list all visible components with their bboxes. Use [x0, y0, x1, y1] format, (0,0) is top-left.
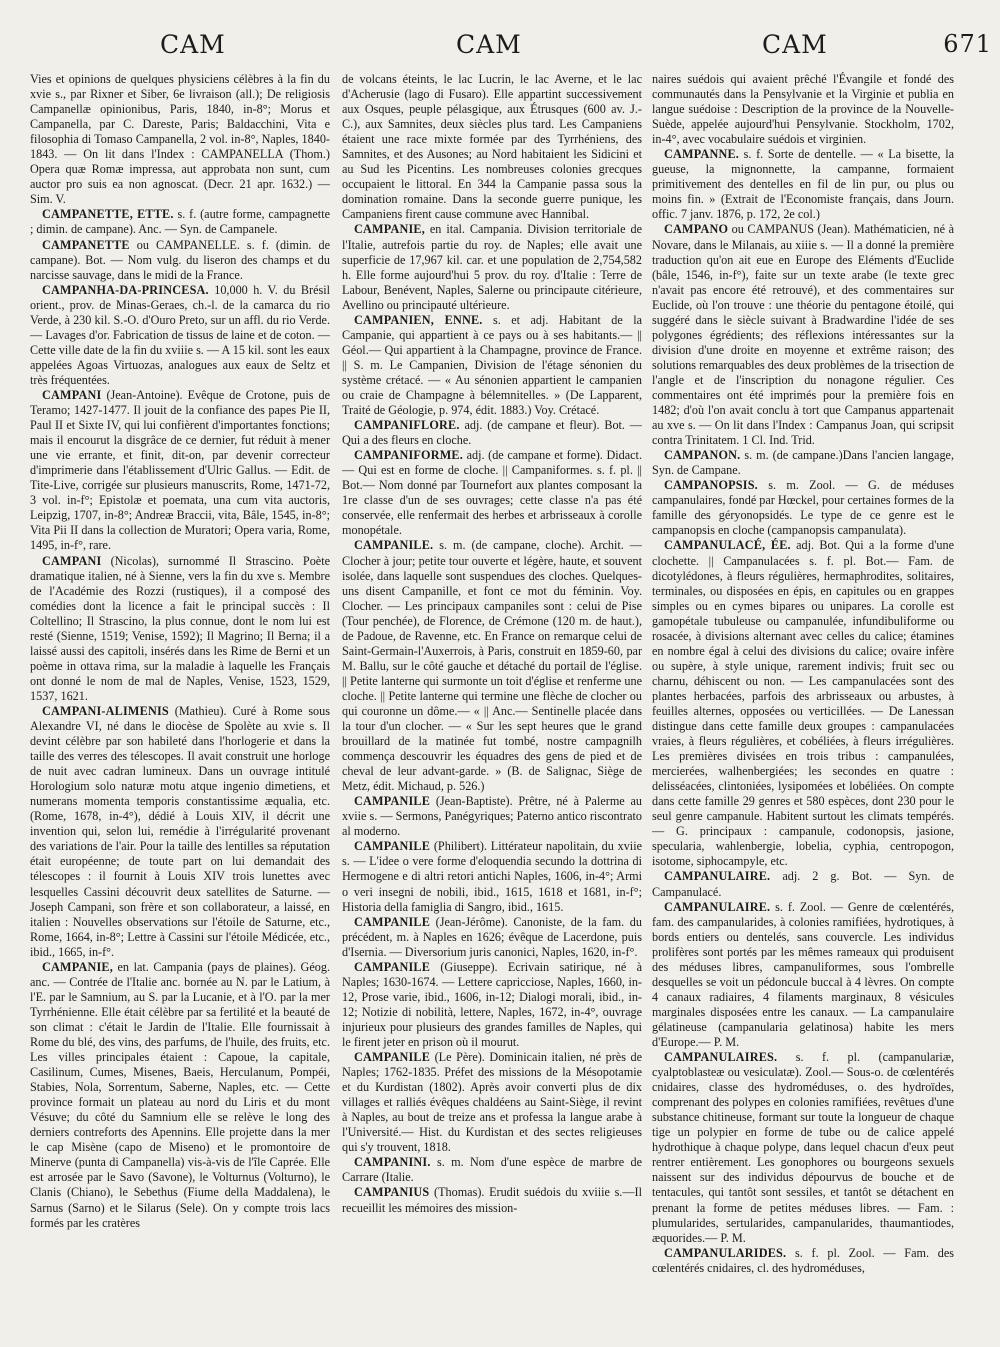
entry-headword: CAMPANNE. [664, 147, 740, 162]
entry-headword: CAMPANILE [354, 794, 431, 809]
dictionary-entry [342, 839, 642, 914]
entry-text: s. m. (de campane, cloche). Archit. — Clocher à jour; petite tour ouverte et légère, haute, et souvent isolée, dans laquelle sont suspendues des cloches. Quelques-uns disent Campanille, et font ce mot du féminin. Voy. Clocher. — Les principaux campaniles sont : celui de Pise (Tour penchée), de Florence, de Crémone (120 m. de haut.), de Padoue, de Ravenne, etc. En France on remarque celui de Saint-Germain-l'Auxerrois, à Paris, construit en 1859-60, par M. Ballu, sur le côté gauche et détaché du portail de l'église. || Petite lanterne qui surmonte un toit d'église et renferme une cloche. || Petite lanterne qui termine une flèche de clocher ou qui couronne un dôme.— « || Anc.— Sentinelle placée dans la tour d'un clocher. — « Sur les sept heures que le grand brouillard de la matinée fut tombé, nostre campagnilh commença descouvrir les équadres des gens de pied et de cheval de leur advant-garde. » (B. de Salignac, Siège de Metz, édit. Michaud, p. 526.) [342, 538, 642, 794]
dictionary-entry [342, 1050, 642, 1155]
dictionary-entry [342, 418, 642, 448]
dictionary-entry [652, 222, 954, 448]
entry-headword: CAMPANI [42, 553, 102, 568]
entry-text: s. f. pl. (campanulariæ, cyalptoblasteæ ou vesiculatæ). Zool.— Sous-o. de cœlentérés cnidaires, classe des hydroméduses, o. des hydroïdes, comprenant des polypes en colonies ramifiées, revêtues d'une substance chitineuse, formant sur toute la longueur de chaque tige un polypier en forme de tube ou de calice appelé hydrothique à chaque polype, dans lequel chacun d'eux peut rentrer entièrement. Les gonophores ou bourgeons sexuels naissent sur des individus dépourvus de bouche et de tentacules, qui tantôt sont sessiles, et tantôt se détachent en prenant la forme de petites méduses libres. — Fam. : plumularides, sertularides, campanularides, thaumantiodes, æquorides.— P. M. [652, 1050, 954, 1245]
entry-headword: CAMPANETTE [42, 237, 130, 252]
dictionary-entry [30, 283, 330, 388]
entry-headword: CAMPANHA-DA-PRINCESA. [42, 282, 209, 297]
entry-text: (Philibert). Littérateur napolitain, du xviie s. — L'idee o vere forme d'eloquendia secundo la dottrina di Hermogene e di altri retori antichi Naples, 1606, in-4°; Armi o veri insegni de nobili, ibid., 1615, 1618 et 1681, in-f°; Historia della famiglia di Sangro, ibid., 1615. [342, 839, 642, 914]
entry-headword: CAMPANINI. [354, 1155, 431, 1170]
dictionary-entry [652, 900, 954, 1050]
dictionary-entry [342, 1155, 642, 1185]
entry-headword: CAMPANULAIRE. [664, 899, 771, 914]
entry-headword: CAMPANIFORME. [354, 448, 463, 463]
dictionary-entry [342, 72, 642, 222]
entry-text: s. m. Nom d'une espèce de marbre de Carrare (Italie. [342, 1155, 642, 1185]
entry-headword: CAMPANON. [664, 448, 741, 463]
entry-headword: CAMPANILE. [354, 538, 434, 553]
entry-headword: CAMPANILE [354, 839, 431, 854]
entry-headword: CAMPANILE [354, 1050, 431, 1065]
entry-text: s. m. Zool. — G. de méduses campanulaires, fondé par Hœckel, pour certaines formes de la famille des géryonopsidés. Le type de ce genre est le campanopsis en cloche (campanopsis campanulata). [652, 478, 954, 538]
dictionary-entry [30, 960, 330, 1231]
dictionary-entry [30, 388, 330, 554]
dictionary-entry [652, 1246, 954, 1276]
header-left-word: CAM [160, 30, 226, 59]
entry-text: (Le Père). Dominicain italien, né près de Naples; 1762-1835. Préfet des missions de la Mésopotamie et du Kurdistan (1802). Après avoir converti plus de dix villages et ralliés évêques chaldéens au Saint-Siège, il revint à Naples, au bout de treize ans et professa la langue arabe à l'Université.— Hist. du Kurdistan et des sectes religieuses qui s'y trouvent, 1818. [342, 1050, 642, 1155]
entry-text: s. et adj. Habitant de la Campanie, qui appartient à ce pays ou à ses habitants.— || Géol.— Qui appartient à la Champagne, province de France. || S. m. Le Campanien, Division de l'étage sénonien du système crétacé. — « Au sénonien appartient le campanien ou craie de Champagne à bélemnitelles. » (De Lapparent, Traité de Géologie, p. 974, édit. 1883.) Voy. Crétacé. [342, 312, 642, 418]
entry-text: (Giuseppe). Ecrivain satirique, né à Naples; 1630-1674. — Lettere capricciose, Naples, 1660, in-12, Prose varie, ibid., 1606, in-12; Dialogi morali, ibid., in-12; Notizie di nobilità, lettere, Naples, 1672, in-4°, ouvrage injurieux pour plusieurs des grandes familles de Naples, qui le firent jeter en prison où il mourut. [342, 959, 642, 1049]
entry-text: s. f. Sorte de dentelle. — « La bisette, la gueuse, la mignonnette, la campanne, formaient primitivement des dentelles en fil de lin pur, ou plus ou moins fin. » (Extrait de l'Economiste français, dans Journ. offic. 7 janv. 1876, p. 172, 2e col.) [652, 147, 954, 222]
dictionary-entry [30, 704, 330, 960]
dictionary-entry [652, 147, 954, 222]
entry-text: (Thomas). Erudit suédois du xviiie s.—Il recueillit les mémoires des mission- [342, 1185, 642, 1215]
dictionary-entry [652, 1050, 954, 1246]
entry-text: ou CAMPANUS (Jean). Mathématicien, né à Novare, dans le Milanais, au xiiie s. — Il a donné la première traduction qu'on ait eue en Europe des Eléments d'Euclide (bâle, 1546, in-f°), faite sur un texte arabe (le texte grec n'avait pas encore été retrouvé), et des commentaires sur Euclide, où l'on trouve : une théorie du pentagone étoilé, qui suggéré dans le siècle suivant à Bradwardine l'idée de ses polygones égrédients; des réflexions intéressantes sur la division d'une droite en moyenne et extrême raison; des solutions remarquables des deux problèmes de la trisection de l'angle et de l'inscription du nonagone régulier. Ces commentaires ont été imprimés pour la première fois en 1482; d'où l'on avait conclu à tort que Campanus appartenait au xve s. — On lit dans l'Index : Campanus Joan, qui scripsit contra Trinitatem. 1 Cl. Ind. Trid. [652, 222, 954, 448]
entry-text: adj. Bot. Qui a la forme d'une clochette. || Campanulacées s. f. pl. Bot.— Fam. de dicotylédones, à fleurs régulières, hermaphrodites, solitaires, terminales, ou disposées en épis, en capitules ou en grappes simples ou en cymes bipares ou unipares. La corolle est gamopétale tubuleuse ou campanulée, infundibuliforme ou rosacée, à divisions alternant avec celles du calice; étamines en nombre égal à celui des divisions du calice; ovaire infère ou supère, à style unique, rarement indivis; fruit sec ou charnu, déhiscent ou non. — Les campanulacées sont des plantes herbacées, parfois des arbrisseaux ou arbustes, à feuilles alternes, opposées ou verticillées. — De Lanessan distingue dans cette famille deux groupes : campanulacées vraies, à fleurs régulières, et cobéliées, à fleurs irrégulières. Les premières divisées en trois tribus : campanulées, mercierées, walhenbergiées; les secondes en quatre : delisséacées, clintoniées, lysipomées et lobéliées. On compte dans cette famille 29 genres et 580 espèces, dont 230 pour le seul genre campanule. Habitent surtout les climats tempérés. — G. principaux : campanule, codonopsis, jasione, specularia, wahlenbergie, lobelia, cyphia, centropogon, isotome, siphocampyle, etc. [652, 538, 954, 869]
dictionary-entry [652, 538, 954, 869]
entry-text: Vies et opinions de quelques physiciens célèbres à la fin du xvie s., par Rixner et Siber, 6e livraison (all.); De religiosis Campanellæ opinionibus, Paris, 1840, in-8°; Morus et Campanella, par C. Dareste, Paris; Baldacchini, Vita e filosophia di Tomaso Campanella, 2 vol. in-8°, Naples, 1840-1843. — On lit dans l'Index : CAMPANELLA (Thom.) Opera quæ Romæ impressa, aut approbata non sunt, cum auctor pro suis ea non agnoscat. (Decr. 21 apr. 1632.) — Sim. V. [30, 72, 330, 207]
running-head [0, 30, 1000, 64]
dictionary-entry [652, 869, 954, 899]
dictionary-entry [342, 313, 642, 418]
dictionary-entry [342, 222, 642, 312]
dictionary-entry [30, 554, 330, 704]
entry-headword: CAMPANIE, [354, 222, 425, 237]
entry-text: en ital. Campania. Division territoriale de l'Italie, autrefois partie du roy. de Naples; elle avait une superficie de 17,967 kil. car. et une population de 2,754,582 h. Elle forme aujourd'hui 5 prov. du roy. d'Italie : Terre de Labour, Benévent, Naples, Salerne ou principaute citérieure, Avellino ou principauté ultérieure. [342, 222, 642, 312]
entry-text: de volcans éteints, le lac Lucrin, le lac Averne, et le lac d'Acherusie (lago di Fusaro). Elle appartint successivement aux Osques, peuple pélasgique, aux Étrusques (600 av. J.-C.), aux Samnites, deux siècles plus tard. Les Campaniens étaient une race mixte formée par des Tyrrhéniens, des Samnites, et des Ausones; au Nord habitaient les Sidicini et au Sud les Picentins. Les nombreuses colonies grecques occupaient le littoral. En 344 la Campanie passa sous la domination romaine. Dans la seconde guerre punique, les Campaniens firent cause commune avec Hannibal. [342, 72, 642, 222]
entry-text: (Jean-Antoine). Evêque de Crotone, puis de Teramo; 1427-1477. Il jouit de la confiance des papes Pie II, Paul II et Sixte IV, qui lui confièrent d'importantes fonctions; mais il encourut la disgrâce de ce dernier, fut réduit à mener une vie errante, et finit, dit-on, par devenir correcteur d'imprimerie dans l'établissement d'Ulric Gallus. — Edit. de Tite-Live, corrigée sur plusieurs manuscrits, Rome, 1471-72, 3 vol. in-f°; Epistolæ et poemata, una cum vita auctoris, Leipzig, 1707, in-8°; Andreæ Braccii, vita, Bâle, 1545, in-8°; Vita Pii II dans la collection de Muratori; Opera varia, Rome, 1495, in-f°, rare. [30, 387, 330, 553]
entry-headword: CAMPANILE [354, 914, 431, 929]
entry-headword: CAMPANOPSIS. [664, 478, 758, 493]
header-center-word: CAM [456, 30, 522, 59]
dictionary-entry [342, 448, 642, 538]
entry-headword: CAMPANI [42, 387, 102, 402]
entry-text: s. f. pl. Zool. — Fam. des cœlentérés cnidaires, cl. des hydroméduses, [652, 1245, 954, 1275]
dictionary-entry [30, 72, 330, 207]
text-column-right [652, 72, 954, 1337]
entry-headword: CAMPANILE [354, 959, 431, 974]
dictionary-entry [30, 207, 330, 237]
entry-text: s. m. (de campane.)Dans l'ancien langage, Syn. de Campane. [652, 448, 954, 478]
entry-text: 10,000 h. V. du Brésil orient., prov. de Minas-Geraes, ch.-l. de la camarca du rio Verde, à 230 kil. S.-O. d'Ouro Preto, sur un affl. du rio Verde. — Lavages d'or. Fabrication de tissus de laine et de coton. — Cette ville date de la fin du xviiie s. — A 15 kil. sont les eaux appelées Agoas Virtuozas, analogues aux eaux de Seltz et très fréquentées. [30, 282, 330, 387]
entry-headword: CAMPANIFLORE. [354, 418, 460, 433]
dictionary-entry [342, 538, 642, 794]
entry-headword: CAMPANETTE, ETTE. [42, 207, 174, 222]
entry-headword: CAMPANIEN, ENNE. [354, 312, 483, 327]
dictionary-entry [652, 72, 954, 147]
entry-text: adj. (de campane et fleur). Bot. — Qui a des fleurs en cloche. [342, 418, 642, 448]
dictionary-entry [652, 478, 954, 538]
entry-text: naires suédois qui avaient prêché l'Évangile et fondé des communautés dans la Pensylvanie et la Virginie et publia en langue suédoise : Description de la province de la Nouvelle-Suède, appelée aujourd'hui Pensylvanie. Stockholm, 1702, in-4°, avec vocabulaire suédois et virginien. [652, 72, 954, 147]
dictionary-entry [342, 960, 642, 1050]
dictionary-entry [30, 238, 330, 283]
entry-headword: CAMPANULAIRES. [664, 1050, 778, 1065]
entry-text: ou CAMPANELLE. s. f. (dimin. de campane). Bot. — Nom vulg. du liseron des champs et du narcisse sauvage, dans le midi de la France. [30, 237, 330, 282]
entry-text: adj. 2 g. Bot. — Syn. de Campanulacé. [652, 869, 954, 899]
header-right-word: CAM [762, 30, 828, 59]
text-column-middle [342, 72, 642, 1337]
dictionary-entry [342, 915, 642, 960]
entry-headword: CAMPANO [664, 222, 729, 237]
entry-headword: CAMPANULARIDES. [664, 1245, 787, 1260]
entry-headword: CAMPANI-ALIMENIS [42, 703, 169, 718]
text-column-left [30, 72, 330, 1337]
entry-text: (Nicolas), surnommé Il Strascino. Poète dramatique italien, né à Sienne, vers la fin du xve s. Membre de l'Académie des Rozzi (rustiques), il a composé des comédies dont la licence a fait le principal succès : Il Coltellino; Il Strascino, la plus connue, dont le nom lui est resté (Sienne, 1519; Venise, 1592); Il Magrino; Il Berna; il a laissé aussi des capitoli, insérés dans les Rime de Berni et un poème in ottava rima, sur la maladie à laquelle les Français ont donné le nom de mal de Naples, Venise, 1523, 1529, 1537, 1621. [30, 553, 330, 703]
dictionary-entry [342, 794, 642, 839]
entry-headword: CAMPANULAIRE. [664, 869, 771, 884]
entry-text: en lat. Campania (pays de plaines). Géog. anc. — Contrée de l'Italie anc. bornée au N. par le Latium, à l'E. par le Samnium, au S. par la Lucanie, et à l'O. par la mer Tyrrhénienne. Elle était célèbre par sa fertilité et la beauté de son climat : c'était le Jardin de l'Italie. Elle fournissait à Rome du blé, des vins, des parfums, de l'huile, des fruits, etc. Les villes principales étaient : Capoue, la capitale, Casilinum, Cumes, Misenes, Baeis, Herculanum, Pompéi, Stabies, Nola, Sorrentum, Saberne, Naples, etc. — Cette province formait un plateau au nord du Liris et du mont Vésuve; du côté du Samnium elle se relève le long des derniers contreforts des Apennins. Elle projette dans la mer le cap Misène (capo de Miseno) et le promontoire de Minerve (punta di Campanella) vis-à-vis de l'île Caprée. Elle est arrosée par le Savo (Savone), le Volturnus (Volturno), le Clanis (Chiano), le Sebethus (Fiume della Maddalena), le Sarnus (Sarno) et le Silarus (Sele). On y compte trois lacs formés par les cratères [30, 959, 330, 1230]
page-number: 671 [943, 30, 992, 58]
dictionary-entry [342, 1185, 642, 1215]
entry-headword: CAMPANIUS [354, 1185, 430, 1200]
entry-text: (Jean-Baptiste). Prêtre, né à Palerme au xviie s. — Sermons, Panégyriques; Paterno antico riscontrato al moderno. [342, 794, 642, 839]
entry-text: s. f. Zool. — Genre de cœlentérés, fam. des campanularides, à colonies ramifiées, hydrotiques, à bords entiers ou dentelés, sans couvercle. Les individus prolifères sont portés par les mêmes rameaux qui produisent des méduses libres, campanuliformes, sous l'ombrelle desquelles se voit un pédoncule buccal à 4 lèvres. On compte 4 canaux radiaires, 4 filaments marginaux, 8 vésicules marginales disposées entre les canaux. — La campanulaire gélatineuse (campanularia gelatinosa) habite les mers d'Europe.— P. M. [652, 899, 954, 1049]
entry-headword: CAMPANIE, [42, 959, 113, 974]
dictionary-entry [652, 448, 954, 478]
entry-headword: CAMPANULACÉ, ÉE. [664, 538, 791, 553]
entry-text: (Jean-Jérôme). Canoniste, de la fam. du précédent, m. à Naples en 1626; évêque de Lacerdone, puis d'Isernia. — Diversorium juris canonici, Naples, 1620, in-f°. [342, 914, 642, 959]
entry-text: (Mathieu). Curé à Rome sous Alexandre VI, né dans le diocèse de Spolète au xvie s. Il devint célèbre par son habileté dans l'horlogerie et dans la taille des verres des télescopes. Il avait construit une horloge de nuit avec cadran lumineux. Dans un ouvrage intitulé Horologium solo naturæ motu atque ingenio dimetiens, et numerans momenta temporis constantissime æqualia, etc. (Rome, 1678, in-4°), dédié à Louis XIV, il décrit une invention qui, selon lui, remédie à l'irrégularité provenant des variations de l'air. Pour la taille des lentilles sa réputation était européenne; de toute part on lui demandait des télescopes : il fournit à Louis XIV trois lunettes avec lesquelles Cassini découvrit deux satellites de Saturne. — Joseph Campani, son frère et son collaborateur, a laissé, en italien : Nouvelles observations sur l'étoile de Saturne, etc., Rome, 1664, in-8°; Lettre à Cassini sur l'étoile Médicée, etc., ibid., 1665, in-f°. [30, 703, 330, 959]
entry-text: adj. (de campane et forme). Didact. — Qui est en forme de cloche. || Campaniformes. s. f. pl. || Bot.— Nom donné par Tournefort aux plantes composant la 1re classe d'un de ses ouvrages; cette classe n'a pas été conservée, elle renfermait des herbes et arbrisseaux à corolle monopétale. [342, 448, 642, 538]
entry-text: s. f. (autre forme, campagnette ; dimin. de campane). Anc. — Syn. de Campanele. [30, 207, 330, 237]
